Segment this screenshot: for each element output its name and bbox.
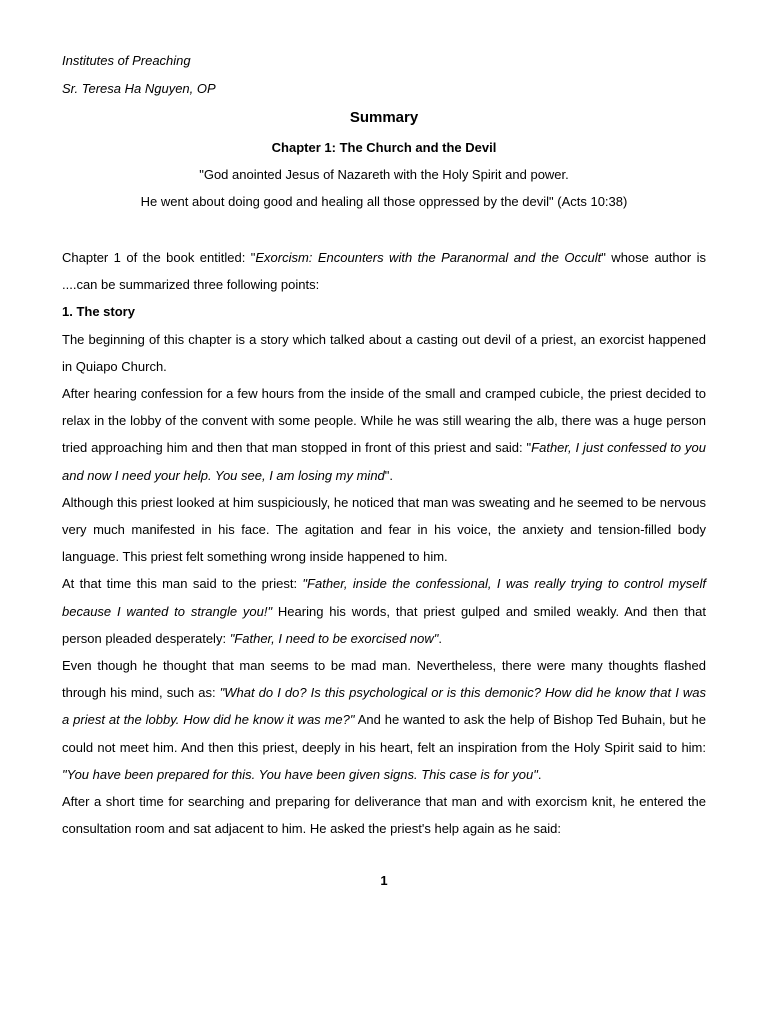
paragraph-5 [62, 652, 706, 788]
p4-quote-2: "Father, I need to be exorcised now" [229, 630, 439, 646]
section-heading: 1. The story [62, 304, 135, 320]
book-title: Exorcism: Encounters with the Paranormal and the Occult [255, 250, 602, 265]
p5-text-mid: And he wanted to ask the help of Bishop Ted Buhain, but he could not meet him. And then this priest, deeply in his heart, felt an inspiration from the Holy Spirit said to him: [62, 712, 706, 755]
p5-text-end: . [537, 766, 542, 782]
epigraph-line-1: "God anointed Jesus of Nazareth with the Holy Spirit and power. [199, 167, 569, 182]
p2-quote: Father, I just confessed to you and now I need your help. You see, I am losing my mind [62, 440, 707, 483]
p4-text-mid: Hearing his words, that priest gulped and smiled weakly. And then that person pleaded desperately: [62, 603, 706, 646]
page-number: 1 [380, 873, 388, 888]
p4-text-end: . [438, 630, 442, 646]
p5-text: Even though he thought that man seems to be mad man. Nevertheless, there were many thoughts flashed through his mind, such as: [62, 658, 706, 701]
paragraph-3: Although this priest looked at him suspiciously, he noticed that man was sweating and he seemed to be nervous very much manifested in his face. The agitation and fear in his voice, the anxiety and tension-filled body language. This priest felt something wrong inside happened to him. [62, 494, 706, 565]
p5-quote-1: "What do I do? Is this psychological or is this demonic? How did he know that I was a priest at the lobby. How did he know it was me?" [62, 685, 706, 728]
p5-quote-2: "You have been prepared for this. You have been given signs. This case is for you" [62, 766, 538, 782]
paragraph-6: After a short time for searching and preparing for deliverance that man and with exorcism knit, he entered the consultation room and sat adjacent to him. He asked the priest's help again as he said: [62, 794, 706, 837]
paragraph-2 [62, 380, 706, 489]
intro-text: Chapter 1 of the book entitled: " [62, 250, 256, 265]
intro-text-end: " whose author is ....can be summarized three following points: [62, 250, 707, 293]
p2-text-end: ". [384, 467, 394, 483]
author-line: Sr. Teresa Ha Nguyen, OP [62, 81, 216, 96]
page-title: Summary [349, 109, 419, 126]
paragraph-1: The beginning of this chapter is a story which talked about a casting out devil of a priest, an exorcist happened in Quiapo Church. [62, 331, 706, 374]
chapter-title: Chapter 1: The Church and the Devil [271, 140, 497, 155]
institute-line: Institutes of Preaching [62, 53, 191, 68]
p4-quote-1: "Father, inside the confessional, I was really trying to control myself because I wanted to strangle you!" [62, 576, 706, 619]
intro-paragraph [62, 244, 706, 298]
body-text [62, 244, 706, 842]
epigraph-line-2: He went about doing good and healing all those oppressed by the devil" (Acts 10:38) [140, 194, 628, 209]
p4-text: At that time this man said to the priest: [62, 576, 303, 592]
p2-text: After hearing confession for a few hours from the inside of the small and cramped cubicle, the priest decided to relax in the lobby of the convent with some people. While he was still wearing the alb, there was a huge person tried approaching him and then that man stopped in front of this priest and said: " [62, 386, 706, 456]
paragraph-4 [62, 570, 706, 652]
